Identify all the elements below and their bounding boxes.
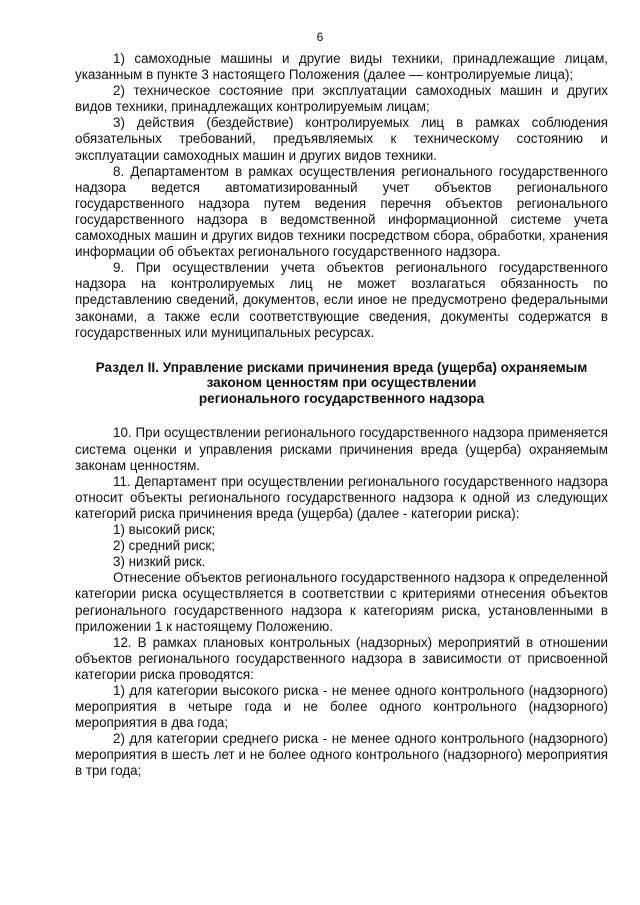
risk-category-low: 3) низкий риск. bbox=[113, 554, 206, 570]
paragraph-10: 10. При осуществлении регионального государственного надзора применяется система оценки и управления рисками причинения вреда (ущерба) охраняемым законам ценностям. bbox=[75, 425, 608, 473]
paragraph-12-item-2: 2) для категории среднего риска - не менее одного контрольного (надзорного) мероприятия в шесть лет и не более одного контрольного (надзорного) мероприятия в три года; bbox=[75, 731, 608, 779]
section-heading-line-1: Раздел II. Управление рисками причинения вреда (ущерба) охраняемым bbox=[95, 359, 588, 375]
paragraph-item-1: 1) самоходные машины и другие виды техники, принадлежащие лицам, указанным в пункте 3 настоящего Положения (далее — контролируемые лица); bbox=[75, 51, 608, 83]
paragraph-8: 8. Департаментом в рамках осуществления регионального государственного надзора ведется автоматизированный учет объектов регионального государственного надзора путем ведения перечня объектов регионального государственного надзора в ведомственной информационной системе учета самоходных машин и других видов техники посредством сбора, обработки, хранения информации об объектах регионального государственного надзора. bbox=[75, 163, 608, 260]
section-heading-line-2: законом ценностям при осуществлении bbox=[206, 375, 477, 391]
paragraph-12-item-1: 1) для категории высокого риска - не менее одного контрольного (надзорного) мероприятия в четыре года и не более одного контрольного (надзорного) мероприятия в два года; bbox=[75, 682, 608, 731]
section-heading-line-3: регионального государственного надзора bbox=[198, 390, 485, 406]
paragraph-risk-attribution: Отнесение объектов регионального государственного надзора к определенной категории риска осуществляется в соответствии с критериями отнесения объектов регионального государственного надзора к категориям риска, установленными в приложении 1 к настоящему Положению. bbox=[75, 570, 608, 634]
paragraph-9: 9. При осуществлении учета объектов регионального государственного надзора на контролируемых лиц не может возлагаться обязанность по представлению сведений, документов, если иное не предусмотрено федеральными законами, а также если соответствующие сведения, документы содержатся в государственных или муниципальных ресурсах. bbox=[75, 260, 608, 340]
paragraph-item-3: 3) действия (бездействие) контролируемых лиц в рамках соблюдения обязательных требований, предъявляемых к техническому состоянию и эксплуатации самоходных машин и других видов техники. bbox=[75, 115, 608, 163]
page-number: 6 bbox=[316, 30, 324, 44]
paragraph-item-2: 2) техническое состояние при эксплуатации самоходных машин и других видов техники, принадлежащих контролируемым лицам; bbox=[75, 83, 608, 115]
document-body bbox=[75, 51, 608, 780]
paragraph-12: 12. В рамках плановых контрольных (надзорных) мероприятий в отношении объектов регионального государственного надзора в зависимости от присвоенной категории риска проводятся: bbox=[75, 634, 608, 682]
section-heading bbox=[75, 360, 608, 407]
paragraph-11: 11. Департамент при осуществлении регионального государственного надзора относит объекты регионального государственного надзора к одной из следующих категорий риска причинения вреда (ущерба) (далее - категории риска): bbox=[75, 473, 608, 521]
risk-category-medium: 2) средний риск; bbox=[113, 538, 216, 554]
risk-category-high: 1) высокий риск; bbox=[113, 522, 216, 538]
